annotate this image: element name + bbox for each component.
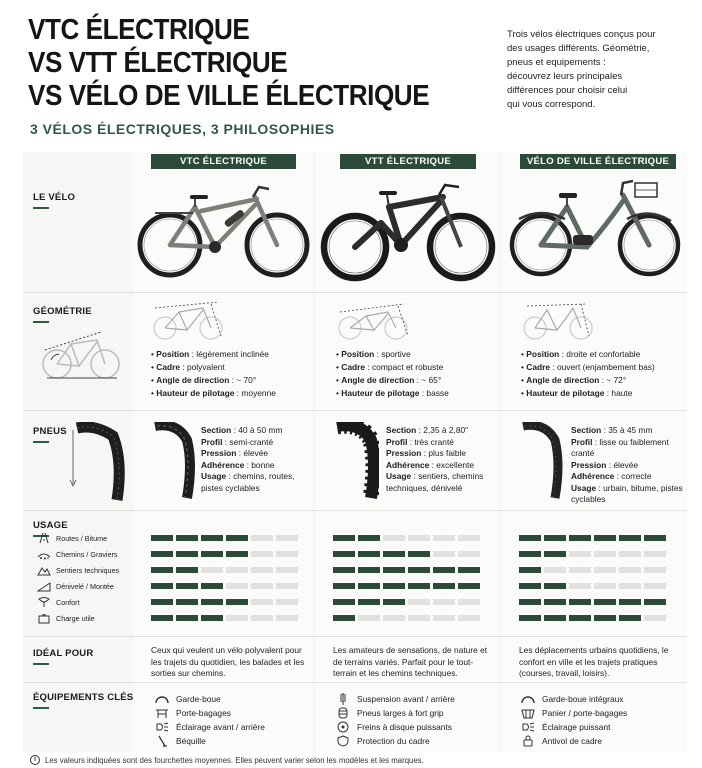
- usage-segment: [433, 599, 455, 605]
- rack-icon: [155, 707, 169, 719]
- usage-segment: [519, 535, 541, 541]
- usage-segment: [544, 599, 566, 605]
- usage-segment: [176, 551, 198, 557]
- usage-segment: [519, 567, 541, 573]
- usage-segment: [151, 535, 173, 541]
- usage-segment: [619, 551, 641, 557]
- usage-segment: [358, 567, 380, 573]
- usage-segment: [276, 535, 298, 541]
- usage-segment: [569, 583, 591, 589]
- usage-segment: [226, 599, 248, 605]
- intro-line: qui vous correspond.: [507, 99, 596, 110]
- equipment-item: Éclairage avant / arrière: [155, 721, 265, 733]
- usage-label-load: Charge utile: [37, 612, 95, 624]
- usage-segment: [458, 615, 480, 621]
- usage-bar-1-6: [151, 615, 301, 621]
- usage-segment: [433, 535, 455, 541]
- row-divider: [23, 636, 687, 637]
- usage-segment: [151, 599, 173, 605]
- vtc-bike-illustration: [135, 177, 313, 282]
- usage-segment: [408, 551, 430, 557]
- usage-bar-2-3: [333, 567, 483, 573]
- weight-icon: [37, 612, 51, 624]
- usage-segment: [644, 599, 666, 605]
- vtc-geometry-diagram: [151, 302, 227, 340]
- usage-segment: [358, 583, 380, 589]
- usage-segment: [201, 599, 223, 605]
- row-divider: [23, 510, 687, 511]
- spec-line: • Position : sportive: [336, 349, 411, 359]
- usage-segment: [226, 615, 248, 621]
- usage-segment: [151, 615, 173, 621]
- usage-segment: [594, 567, 616, 573]
- spec-line: • Angle de direction : ~ 70°: [151, 375, 257, 385]
- usage-segment: [201, 583, 223, 589]
- vtc-tire-icon: [149, 422, 195, 502]
- usage-bar-3-4: [519, 583, 669, 589]
- usage-segment: [226, 583, 248, 589]
- usage-segment: [433, 567, 455, 573]
- usage-segment: [458, 535, 480, 541]
- light-icon: [155, 721, 169, 733]
- usage-bar-1-2: [151, 551, 301, 557]
- usage-bar-2-4: [333, 583, 483, 589]
- spec-line: • Angle de direction : ~ 72°: [521, 375, 627, 385]
- usage-bar-1-1: [151, 535, 301, 541]
- spec-line: Section : 2,35 à 2,80": [386, 425, 469, 435]
- basket-icon: [521, 707, 535, 719]
- vtt-ideal-text: Les amateurs de sensations, de nature et de terrains variés. Parfait pour le tout-terrain et les chemins techniques.: [333, 645, 488, 678]
- usage-segment: [226, 535, 248, 541]
- usage-segment: [619, 599, 641, 605]
- usage-segment: [333, 551, 355, 557]
- vtt-tire-specs: [386, 425, 498, 494]
- usage-segment: [251, 615, 273, 621]
- usage-segment: [151, 583, 173, 589]
- vtt-geometry-specs: [336, 348, 449, 400]
- lock-icon: [521, 735, 535, 747]
- usage-segment: [251, 551, 273, 557]
- tire-profile-large: [67, 422, 125, 504]
- equipment-item: Suspension avant / arrière: [336, 693, 455, 705]
- shield-icon: [336, 735, 350, 747]
- column-header-vtc: VTC ÉLECTRIQUE: [151, 154, 296, 169]
- mudguard-icon: [521, 693, 535, 705]
- usage-bar-3-6: [519, 615, 669, 621]
- usage-segment: [644, 583, 666, 589]
- spec-line: • Position : légèrement inclinée: [151, 349, 269, 359]
- row-divider: [23, 292, 687, 293]
- usage-segment: [644, 551, 666, 557]
- intro-line: des usages différents. Géométrie,: [507, 43, 650, 54]
- usage-segment: [519, 551, 541, 557]
- spec-line: Adhérence : excellente: [386, 459, 474, 470]
- usage-segment: [251, 583, 273, 589]
- geometry-diagram-large: [41, 330, 121, 382]
- usage-segment: [594, 599, 616, 605]
- intro-line: découvrez leurs principales: [507, 71, 623, 82]
- usage-segment: [458, 567, 480, 573]
- intro-text: [507, 28, 692, 112]
- city-bike-illustration: [505, 177, 683, 282]
- light-icon: [521, 721, 535, 733]
- usage-bar-2-5: [333, 599, 483, 605]
- city-geometry-specs: [521, 348, 655, 400]
- usage-segment: [594, 535, 616, 541]
- usage-segment: [519, 583, 541, 589]
- vtc-geometry-specs: [151, 348, 276, 400]
- saddle-icon: [37, 596, 51, 608]
- row-divider: [23, 410, 687, 411]
- spec-line: Pression : élevée: [571, 459, 639, 470]
- spec-line: • Cadre : compact et robuste: [336, 362, 444, 372]
- intro-line: Trois vélos électriques conçus pour: [507, 29, 656, 40]
- usage-segment: [408, 599, 430, 605]
- comparison-table: [23, 152, 687, 752]
- usage-segment: [383, 615, 405, 621]
- title-line-3: VS VÉLO DE VILLE ÉLECTRIQUE: [28, 80, 430, 112]
- mudguard-icon: [155, 693, 169, 705]
- equipment-item: Garde-boue: [155, 693, 221, 705]
- usage-segment: [226, 567, 248, 573]
- usage-segment: [619, 567, 641, 573]
- row-divider: [23, 682, 687, 683]
- usage-segment: [619, 535, 641, 541]
- spec-line: Usage : sentiers, chemins techniques, dénivelé: [386, 471, 484, 493]
- usage-segment: [358, 599, 380, 605]
- spec-line: Pression : élevée: [201, 448, 269, 458]
- equipment-item: Porte-bagages: [155, 707, 231, 719]
- usage-segment: [544, 551, 566, 557]
- usage-segment: [276, 567, 298, 573]
- usage-bar-3-5: [519, 599, 669, 605]
- usage-label-climb: Dénivelé / Montée: [37, 580, 114, 592]
- usage-segment: [176, 615, 198, 621]
- usage-segment: [569, 535, 591, 541]
- usage-segment: [333, 615, 355, 621]
- usage-segment: [458, 551, 480, 557]
- row-label-geometry: GÉOMÉTRIE: [33, 306, 92, 323]
- usage-segment: [594, 615, 616, 621]
- usage-segment: [201, 567, 223, 573]
- usage-segment: [569, 567, 591, 573]
- tire-icon: [336, 707, 350, 719]
- spec-line: • Hauteur de pilotage : basse: [336, 388, 449, 398]
- spec-line: • Angle de direction : ~ 65°: [336, 375, 442, 385]
- usage-segment: [276, 583, 298, 589]
- vtt-tire-icon: [331, 422, 379, 502]
- usage-segment: [333, 535, 355, 541]
- usage-bar-2-6: [333, 615, 483, 621]
- usage-segment: [569, 599, 591, 605]
- spec-line: Usage : urbain, bitume, pistes cyclables: [571, 482, 683, 504]
- usage-segment: [594, 583, 616, 589]
- row-label-bike: LE VÉLO: [33, 192, 75, 209]
- usage-bar-3-2: [519, 551, 669, 557]
- title-line-2: VS VTT ÉLECTRIQUE: [28, 47, 288, 79]
- usage-segment: [544, 583, 566, 589]
- spec-line: • Hauteur de pilotage : haute: [521, 388, 633, 398]
- usage-segment: [433, 551, 455, 557]
- vtt-bike-illustration: [319, 177, 497, 282]
- equipment-item: Éclairage puissant: [521, 721, 610, 733]
- equipment-item: Protection du cadre: [336, 735, 430, 747]
- usage-segment: [383, 599, 405, 605]
- usage-segment: [544, 615, 566, 621]
- usage-segment: [358, 535, 380, 541]
- info-icon: i: [30, 755, 40, 765]
- page-title: [28, 14, 429, 113]
- city-tire-specs: [571, 425, 683, 506]
- usage-label-road: Routes / Bitume: [37, 532, 107, 544]
- road-icon: [37, 532, 51, 544]
- slope-icon: [37, 580, 51, 592]
- usage-segment: [176, 599, 198, 605]
- title-line-1: VTC ÉLECTRIQUE: [28, 14, 250, 46]
- usage-segment: [251, 535, 273, 541]
- usage-segment: [151, 551, 173, 557]
- usage-segment: [594, 551, 616, 557]
- usage-segment: [458, 599, 480, 605]
- city-tire-icon: [517, 422, 563, 502]
- usage-bar-3-1: [519, 535, 669, 541]
- usage-segment: [251, 567, 273, 573]
- usage-bar-3-3: [519, 567, 669, 573]
- kickstand-icon: [155, 735, 169, 747]
- column-header-ville: VÉLO DE VILLE ÉLECTRIQUE: [520, 154, 676, 169]
- spec-line: • Cadre : ouvert (enjambement bas): [521, 362, 655, 372]
- row-label-ideal: IDÉAL POUR: [33, 648, 93, 665]
- equipment-item: Freins à disque puissants: [336, 721, 452, 733]
- usage-segment: [644, 567, 666, 573]
- usage-segment: [383, 551, 405, 557]
- spec-line: • Cadre : polyvalent: [151, 362, 225, 372]
- usage-segment: [333, 567, 355, 573]
- usage-segment: [383, 583, 405, 589]
- usage-segment: [276, 551, 298, 557]
- usage-segment: [201, 551, 223, 557]
- usage-segment: [176, 535, 198, 541]
- usage-segment: [544, 567, 566, 573]
- usage-segment: [333, 599, 355, 605]
- usage-label-comfort: Confort: [37, 596, 80, 608]
- usage-segment: [276, 615, 298, 621]
- usage-segment: [251, 599, 273, 605]
- row-label-tires: PNEUS: [33, 426, 67, 443]
- usage-segment: [569, 551, 591, 557]
- usage-segment: [519, 615, 541, 621]
- usage-segment: [569, 615, 591, 621]
- spec-line: Profil : très cranté: [386, 436, 454, 447]
- vtt-geometry-diagram: [336, 302, 412, 340]
- usage-segment: [383, 535, 405, 541]
- gravel-icon: [37, 548, 51, 560]
- spec-line: Adhérence : bonne: [201, 459, 275, 470]
- usage-bar-2-2: [333, 551, 483, 557]
- mountain-icon: [37, 564, 51, 576]
- usage-segment: [544, 535, 566, 541]
- suspension-icon: [336, 693, 350, 705]
- spec-line: Section : 35 à 45 mm: [571, 425, 653, 435]
- usage-segment: [644, 535, 666, 541]
- spec-line: Profil : lisse ou faiblement cranté: [571, 436, 669, 458]
- page-subtitle: 3 VÉLOS ÉLECTRIQUES, 3 PHILOSOPHIES: [30, 121, 335, 137]
- usage-segment: [201, 535, 223, 541]
- intro-line: pneus et equipements :: [507, 57, 606, 68]
- equipment-item: Béquille: [155, 735, 206, 747]
- usage-segment: [151, 567, 173, 573]
- spec-line: Usage : chemins, routes, pistes cyclables: [201, 471, 295, 493]
- usage-segment: [201, 615, 223, 621]
- usage-segment: [333, 583, 355, 589]
- usage-segment: [358, 551, 380, 557]
- usage-bar-1-5: [151, 599, 301, 605]
- vtc-tire-specs: [201, 425, 313, 494]
- usage-segment: [408, 535, 430, 541]
- equipment-item: Panier / porte-bagages: [521, 707, 627, 719]
- usage-segment: [433, 583, 455, 589]
- footnote: i Les valeurs indiquées sont des fourchettes moyennes. Elles peuvent varier selon les modèles et les marques.: [30, 755, 424, 765]
- usage-segment: [458, 583, 480, 589]
- usage-segment: [408, 567, 430, 573]
- vtc-ideal-text: Ceux qui veulent un vélo polyvalent pour les trajets du quotidien, les balades et les sorties sur chemins.: [151, 645, 305, 678]
- usage-segment: [408, 583, 430, 589]
- column-header-vtt: VTT ÉLECTRIQUE: [340, 154, 476, 169]
- city-ideal-text: Les déplacements urbains quotidiens, le confort en ville et les trajets pratiques (courses, travail, loisirs).: [519, 645, 669, 678]
- usage-bar-1-3: [151, 567, 301, 573]
- usage-label-trail: Sentiers techniques: [37, 564, 119, 576]
- row-label-equipment: ÉQUIPEMENTS CLÉS: [33, 692, 133, 709]
- usage-label-gravel: Chemins / Graviers: [37, 548, 118, 560]
- usage-segment: [408, 615, 430, 621]
- disc-brake-icon: [336, 721, 350, 733]
- usage-segment: [519, 599, 541, 605]
- row-label-usage: USAGE: [33, 520, 68, 537]
- usage-bar-1-4: [151, 583, 301, 589]
- spec-line: • Hauteur de pilotage : moyenne: [151, 388, 276, 398]
- intro-line: différences pour choisir celui: [507, 85, 628, 96]
- usage-segment: [276, 599, 298, 605]
- usage-segment: [433, 615, 455, 621]
- usage-segment: [226, 551, 248, 557]
- usage-segment: [358, 615, 380, 621]
- spec-line: Adhérence : correcte: [571, 471, 652, 481]
- equipment-item: Garde-boue intégraux: [521, 693, 623, 705]
- spec-line: Pression : plus faible: [386, 448, 467, 458]
- usage-segment: [644, 615, 666, 621]
- usage-segment: [383, 567, 405, 573]
- equipment-item: Pneus larges à fort grip: [336, 707, 444, 719]
- city-geometry-diagram: [521, 302, 597, 340]
- spec-line: Profil : semi-cranté: [201, 436, 274, 447]
- usage-segment: [176, 567, 198, 573]
- usage-segment: [619, 615, 641, 621]
- equipment-item: Antivol de cadre: [521, 735, 602, 747]
- usage-bar-2-1: [333, 535, 483, 541]
- spec-line: Section : 40 à 50 mm: [201, 425, 283, 435]
- usage-segment: [619, 583, 641, 589]
- spec-line: • Position : droite et confortable: [521, 349, 641, 359]
- usage-segment: [176, 583, 198, 589]
